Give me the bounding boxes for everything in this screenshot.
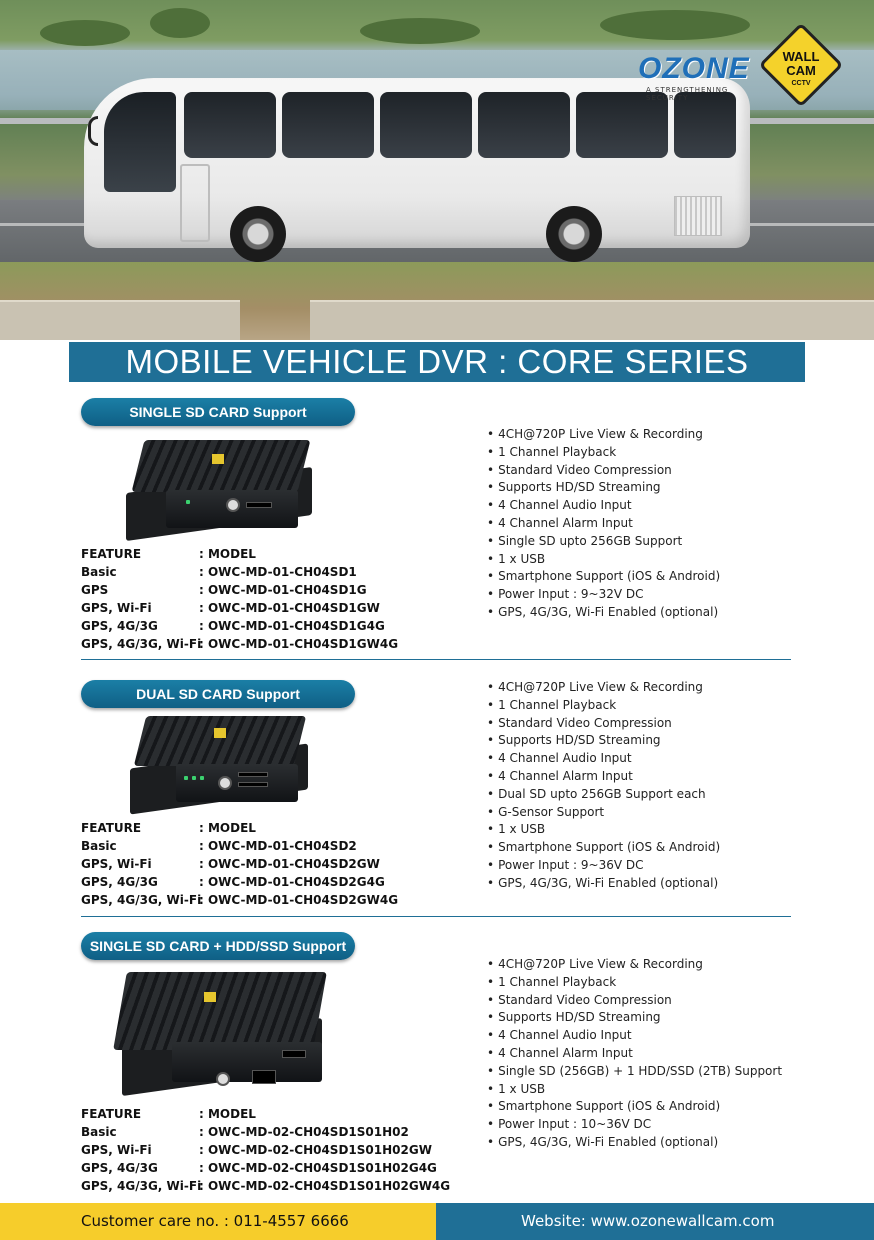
page-title: MOBILE VEHICLE DVR : CORE SERIES [125, 343, 749, 380]
model-header: : MODEL [199, 1107, 256, 1121]
feature-item: • Power Input : 9~32V DC [487, 586, 720, 604]
feature-item: • Supports HD/SD Streaming [487, 479, 720, 497]
feature-item: • Standard Video Compression [487, 462, 720, 480]
shrub [600, 10, 750, 40]
feature-item: • 4 Channel Alarm Input [487, 1045, 782, 1063]
bus-window [380, 92, 472, 158]
model-feature: Basic [81, 565, 117, 579]
feature-header: FEATURE [81, 547, 142, 561]
sd-slot [238, 782, 268, 787]
feature-item: • Dual SD upto 256GB Support each [487, 786, 720, 804]
feature-list-single-sd [487, 426, 720, 622]
feature-item: • 4 Channel Audio Input [487, 497, 720, 515]
shrub [150, 8, 210, 38]
model-code: : OWC-MD-01-CH04SD1G4G [199, 619, 385, 633]
feature-item: • G-Sensor Support [487, 804, 720, 822]
model-feature: Basic [81, 1125, 117, 1139]
section-heading-dual-sd: DUAL SD CARD Support [81, 680, 355, 708]
dvr-top [132, 440, 311, 492]
dvr-top [134, 716, 306, 766]
badge-line-2: CAM [786, 63, 816, 78]
feature-item: • GPS, 4G/3G, Wi-Fi Enabled (optional) [487, 1134, 782, 1152]
dvr-sd-hdd-image [112, 972, 332, 1098]
footer-contact-band [0, 1203, 436, 1240]
title-banner [69, 342, 805, 382]
lock-port [226, 498, 240, 512]
feature-item: • 1 Channel Playback [487, 444, 720, 462]
ozone-logo [632, 50, 762, 102]
feature-item: • 4 Channel Audio Input [487, 1027, 782, 1045]
section-heading-single-sd: SINGLE SD CARD Support [81, 398, 355, 426]
curb [310, 300, 874, 340]
feature-item: • GPS, 4G/3G, Wi-Fi Enabled (optional) [487, 875, 720, 893]
section-divider [81, 916, 791, 917]
badge-line-1: WALL [782, 49, 820, 64]
section-divider [81, 659, 791, 660]
brand-sticker [204, 992, 216, 1002]
bus-wheel [546, 206, 602, 262]
logo-wordmark: OZONE [638, 52, 750, 85]
bus-mirror [88, 116, 98, 146]
section-heading-sd-hdd: SINGLE SD CARD + HDD/SSD Support [81, 932, 355, 960]
dvr-dual-sd-image [130, 716, 308, 812]
feature-item: • 1 Channel Playback [487, 697, 720, 715]
bus-illustration [84, 78, 750, 258]
bus-wheel [230, 206, 286, 262]
badge-line-3: CCTV [791, 80, 811, 87]
bus-window [184, 92, 276, 158]
model-feature: GPS [81, 583, 109, 597]
feature-list-dual-sd [487, 679, 720, 893]
lock-port [218, 776, 232, 790]
feature-item: • Power Input : 9~36V DC [487, 857, 720, 875]
curb [0, 300, 240, 340]
footer-website-band [436, 1203, 874, 1240]
model-feature: GPS, 4G/3G, Wi-Fi [81, 637, 202, 651]
bus-grille [674, 196, 722, 236]
bus-door [180, 164, 210, 242]
dvr-single-sd-image [126, 440, 312, 540]
model-feature: GPS, Wi-Fi [81, 1143, 152, 1157]
model-feature: GPS, 4G/3G [81, 875, 158, 889]
feature-item: • 1 Channel Playback [487, 974, 782, 992]
status-led [184, 776, 188, 780]
model-feature: GPS, Wi-Fi [81, 857, 152, 871]
model-code: : OWC-MD-02-CH04SD1S01H02GW4G [199, 1179, 451, 1193]
feature-item: • Power Input : 10~36V DC [487, 1116, 782, 1134]
hero-image [0, 0, 874, 340]
feature-item: • Standard Video Compression [487, 715, 720, 733]
feature-item: • 1 x USB [487, 1081, 782, 1099]
model-code: : OWC-MD-01-CH04SD1G [199, 583, 367, 597]
model-code: : OWC-MD-01-CH04SD1GW4G [199, 637, 399, 651]
shrub [40, 20, 130, 46]
feature-item: • Smartphone Support (iOS & Android) [487, 568, 720, 586]
model-code: : OWC-MD-01-CH04SD2GW4G [199, 893, 399, 907]
bus-window [478, 92, 570, 158]
model-feature: GPS, 4G/3G, Wi-Fi [81, 893, 202, 907]
brand-sticker [212, 454, 224, 464]
feature-item: • Single SD upto 256GB Support [487, 533, 720, 551]
model-code: : OWC-MD-01-CH04SD1 [199, 565, 357, 579]
status-led [192, 776, 196, 780]
sd-slot [246, 502, 272, 508]
feature-item: • Single SD (256GB) + 1 HDD/SSD (2TB) Support [487, 1063, 782, 1081]
lock-port [216, 1072, 230, 1086]
model-code: : OWC-MD-01-CH04SD2GW [199, 857, 380, 871]
website-link[interactable]: Website: www.ozonewallcam.com [521, 1212, 775, 1230]
usb-slot [282, 1050, 306, 1058]
feature-item: • 4CH@720P Live View & Recording [487, 956, 782, 974]
feature-item: • 1 x USB [487, 551, 720, 569]
dvr-front [176, 764, 298, 802]
bus-windshield [104, 92, 176, 192]
feature-item: • GPS, 4G/3G, Wi-Fi Enabled (optional) [487, 604, 720, 622]
model-code: : OWC-MD-01-CH04SD2 [199, 839, 357, 853]
model-header: : MODEL [199, 821, 256, 835]
model-code: : OWC-MD-02-CH04SD1S01H02GW [199, 1143, 432, 1157]
footer [0, 1203, 874, 1240]
model-header: : MODEL [199, 547, 256, 561]
brand-sticker [214, 728, 226, 738]
dvr-front [172, 1042, 322, 1082]
model-code: : OWC-MD-01-CH04SD1GW [199, 601, 380, 615]
feature-item: • 1 x USB [487, 821, 720, 839]
model-feature: GPS, 4G/3G [81, 619, 158, 633]
shrub [360, 18, 480, 44]
hdd-bay [252, 1070, 276, 1084]
model-code: : OWC-MD-01-CH04SD2G4G [199, 875, 385, 889]
feature-header: FEATURE [81, 821, 142, 835]
feature-item: • 4 Channel Alarm Input [487, 515, 720, 533]
feature-item: • Supports HD/SD Streaming [487, 732, 720, 750]
feature-item: • Supports HD/SD Streaming [487, 1009, 782, 1027]
feature-item: • 4CH@720P Live View & Recording [487, 679, 720, 697]
status-led [200, 776, 204, 780]
model-feature: Basic [81, 839, 117, 853]
feature-item: • Standard Video Compression [487, 992, 782, 1010]
model-feature: GPS, 4G/3G, Wi-Fi [81, 1179, 202, 1193]
sd-slot [238, 772, 268, 777]
customer-care-number: Customer care no. : 011-4557 6666 [81, 1212, 349, 1230]
wallcam-badge [760, 24, 842, 106]
feature-item: • 4 Channel Alarm Input [487, 768, 720, 786]
feature-item: • Smartphone Support (iOS & Android) [487, 1098, 782, 1116]
status-led [186, 500, 190, 504]
dvr-top [113, 972, 327, 1050]
model-feature: GPS, Wi-Fi [81, 601, 152, 615]
feature-header: FEATURE [81, 1107, 142, 1121]
model-feature: GPS, 4G/3G [81, 1161, 158, 1175]
bus-window [282, 92, 374, 158]
feature-list-sd-hdd [487, 956, 782, 1152]
feature-item: • 4 Channel Audio Input [487, 750, 720, 768]
model-code: : OWC-MD-02-CH04SD1S01H02 [199, 1125, 409, 1139]
feature-item: • 4CH@720P Live View & Recording [487, 426, 720, 444]
feature-item: • Smartphone Support (iOS & Android) [487, 839, 720, 857]
model-code: : OWC-MD-02-CH04SD1S01H02G4G [199, 1161, 437, 1175]
logo-tagline: A STRENGTHENING SECURITY [646, 86, 729, 102]
